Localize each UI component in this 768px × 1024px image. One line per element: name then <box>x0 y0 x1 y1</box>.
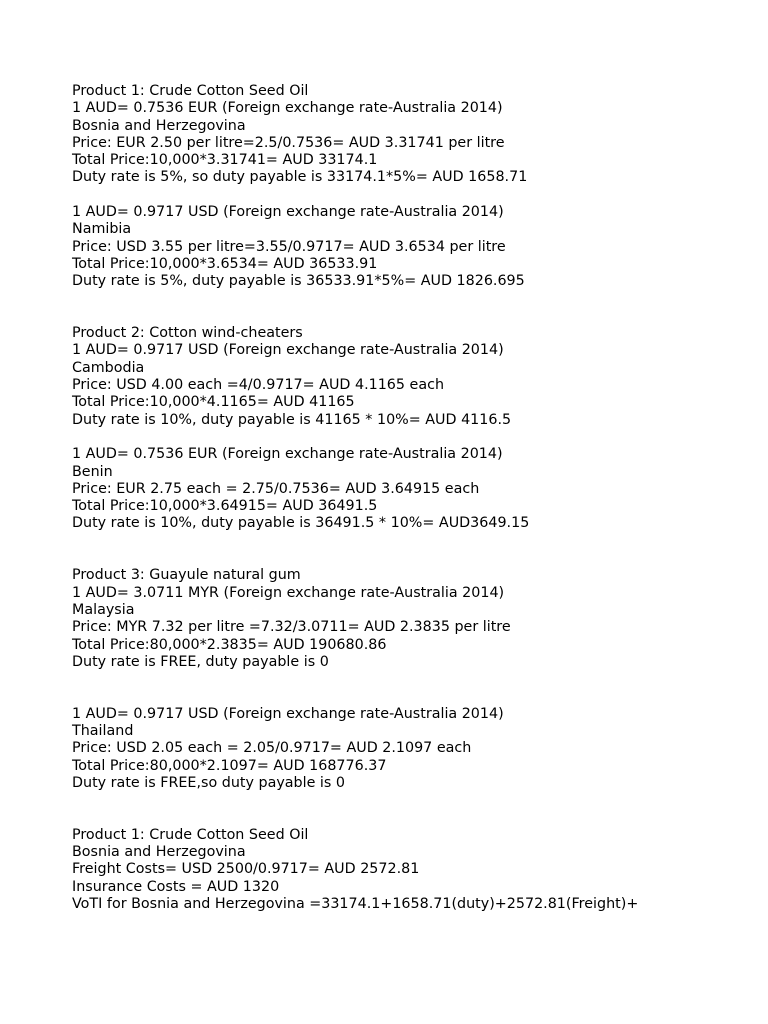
price-line: Price: USD 3.55 per litre=3.55/0.9717= AUD 3.6534 per litre <box>72 238 506 255</box>
insurance-costs-line: Insurance Costs = AUD 1320 <box>72 878 280 895</box>
exchange-rate-line: 1 AUD= 0.7536 EUR (Foreign exchange rate-Australia 2014) <box>72 100 503 117</box>
total-price-line: Total Price:10,000*4.1165= AUD 41165 <box>72 394 355 411</box>
total-price-line: Total Price:10,000*3.31741= AUD 33174.1 <box>72 152 378 169</box>
heading-product-1: Product 1: Crude Cotton Seed Oil <box>72 83 309 99</box>
price-line: Price: USD 4.00 each =4/0.9717= AUD 4.1165 each <box>72 377 445 394</box>
duty-line: Duty rate is FREE, duty payable is 0 <box>72 653 329 670</box>
country-name: Bosnia and Herzegovina <box>72 844 246 861</box>
duty-line: Duty rate is 10%, duty payable is 41165 * 10%= AUD 4116.5 <box>72 411 512 428</box>
country-name: Bosnia and Herzegovina <box>72 117 246 134</box>
exchange-rate-line: 1 AUD= 0.7536 EUR (Foreign exchange rate-Australia 2014) <box>72 446 503 463</box>
heading-product-2: Product 2: Cotton wind-cheaters <box>72 325 303 342</box>
price-line: Price: MYR 7.32 per litre =7.32/3.0711= AUD 2.3835 per litre <box>72 619 511 636</box>
voti-line: VoTI for Bosnia and Herzegovina =33174.1+1658.71(duty)+2572.81(Freight)+ <box>72 895 639 912</box>
country-name: Cambodia <box>72 359 145 376</box>
blank-line <box>72 187 732 204</box>
price-line: Price: USD 2.05 each = 2.05/0.9717= AUD 2.1097 each <box>72 740 472 757</box>
blank-line <box>72 429 732 446</box>
heading-product-1-costs: Product 1: Crude Cotton Seed Oil <box>72 826 309 843</box>
duty-line: Duty rate is FREE,so duty payable is 0 <box>72 774 345 791</box>
blank-line <box>72 792 732 827</box>
heading-product-3: Product 3: Guayule natural gum <box>72 567 301 584</box>
country-name: Thailand <box>72 722 134 739</box>
country-name: Malaysia <box>72 601 135 618</box>
exchange-rate-line: 1 AUD= 0.9717 USD (Foreign exchange rate-Australia 2014) <box>72 342 504 359</box>
freight-costs-line: Freight Costs= USD 2500/0.9717= AUD 2572.81 <box>72 861 420 878</box>
exchange-rate-line: 1 AUD= 3.0711 MYR (Foreign exchange rate-Australia 2014) <box>72 584 505 601</box>
duty-line: Duty rate is 5%, so duty payable is 33174.1*5%= AUD 1658.71 <box>72 169 528 186</box>
exchange-rate-line: 1 AUD= 0.9717 USD (Foreign exchange rate-Australia 2014) <box>72 705 504 722</box>
price-line: Price: EUR 2.50 per litre=2.5/0.7536= AUD 3.31741 per litre <box>72 134 505 151</box>
total-price-line: Total Price:80,000*2.1097= AUD 168776.37 <box>72 757 387 774</box>
blank-line <box>72 533 732 568</box>
total-price-line: Total Price:80,000*2.3835= AUD 190680.86 <box>72 636 387 653</box>
country-name: Benin <box>72 463 113 480</box>
duty-line: Duty rate is 5%, duty payable is 36533.91*5%= AUD 1826.695 <box>72 273 525 290</box>
blank-line <box>72 291 732 326</box>
exchange-rate-line: 1 AUD= 0.9717 USD (Foreign exchange rate-Australia 2014) <box>72 204 504 221</box>
country-name: Namibia <box>72 221 132 238</box>
price-line: Price: EUR 2.75 each = 2.75/0.7536= AUD 3.64915 each <box>72 480 480 497</box>
total-price-line: Total Price:10,000*3.64915= AUD 36491.5 <box>72 498 378 515</box>
blank-line <box>72 671 732 706</box>
total-price-line: Total Price:10,000*3.6534= AUD 36533.91 <box>72 255 378 272</box>
duty-line: Duty rate is 10%, duty payable is 36491.5 * 10%= AUD3649.15 <box>72 515 530 532</box>
document-page <box>72 83 732 913</box>
